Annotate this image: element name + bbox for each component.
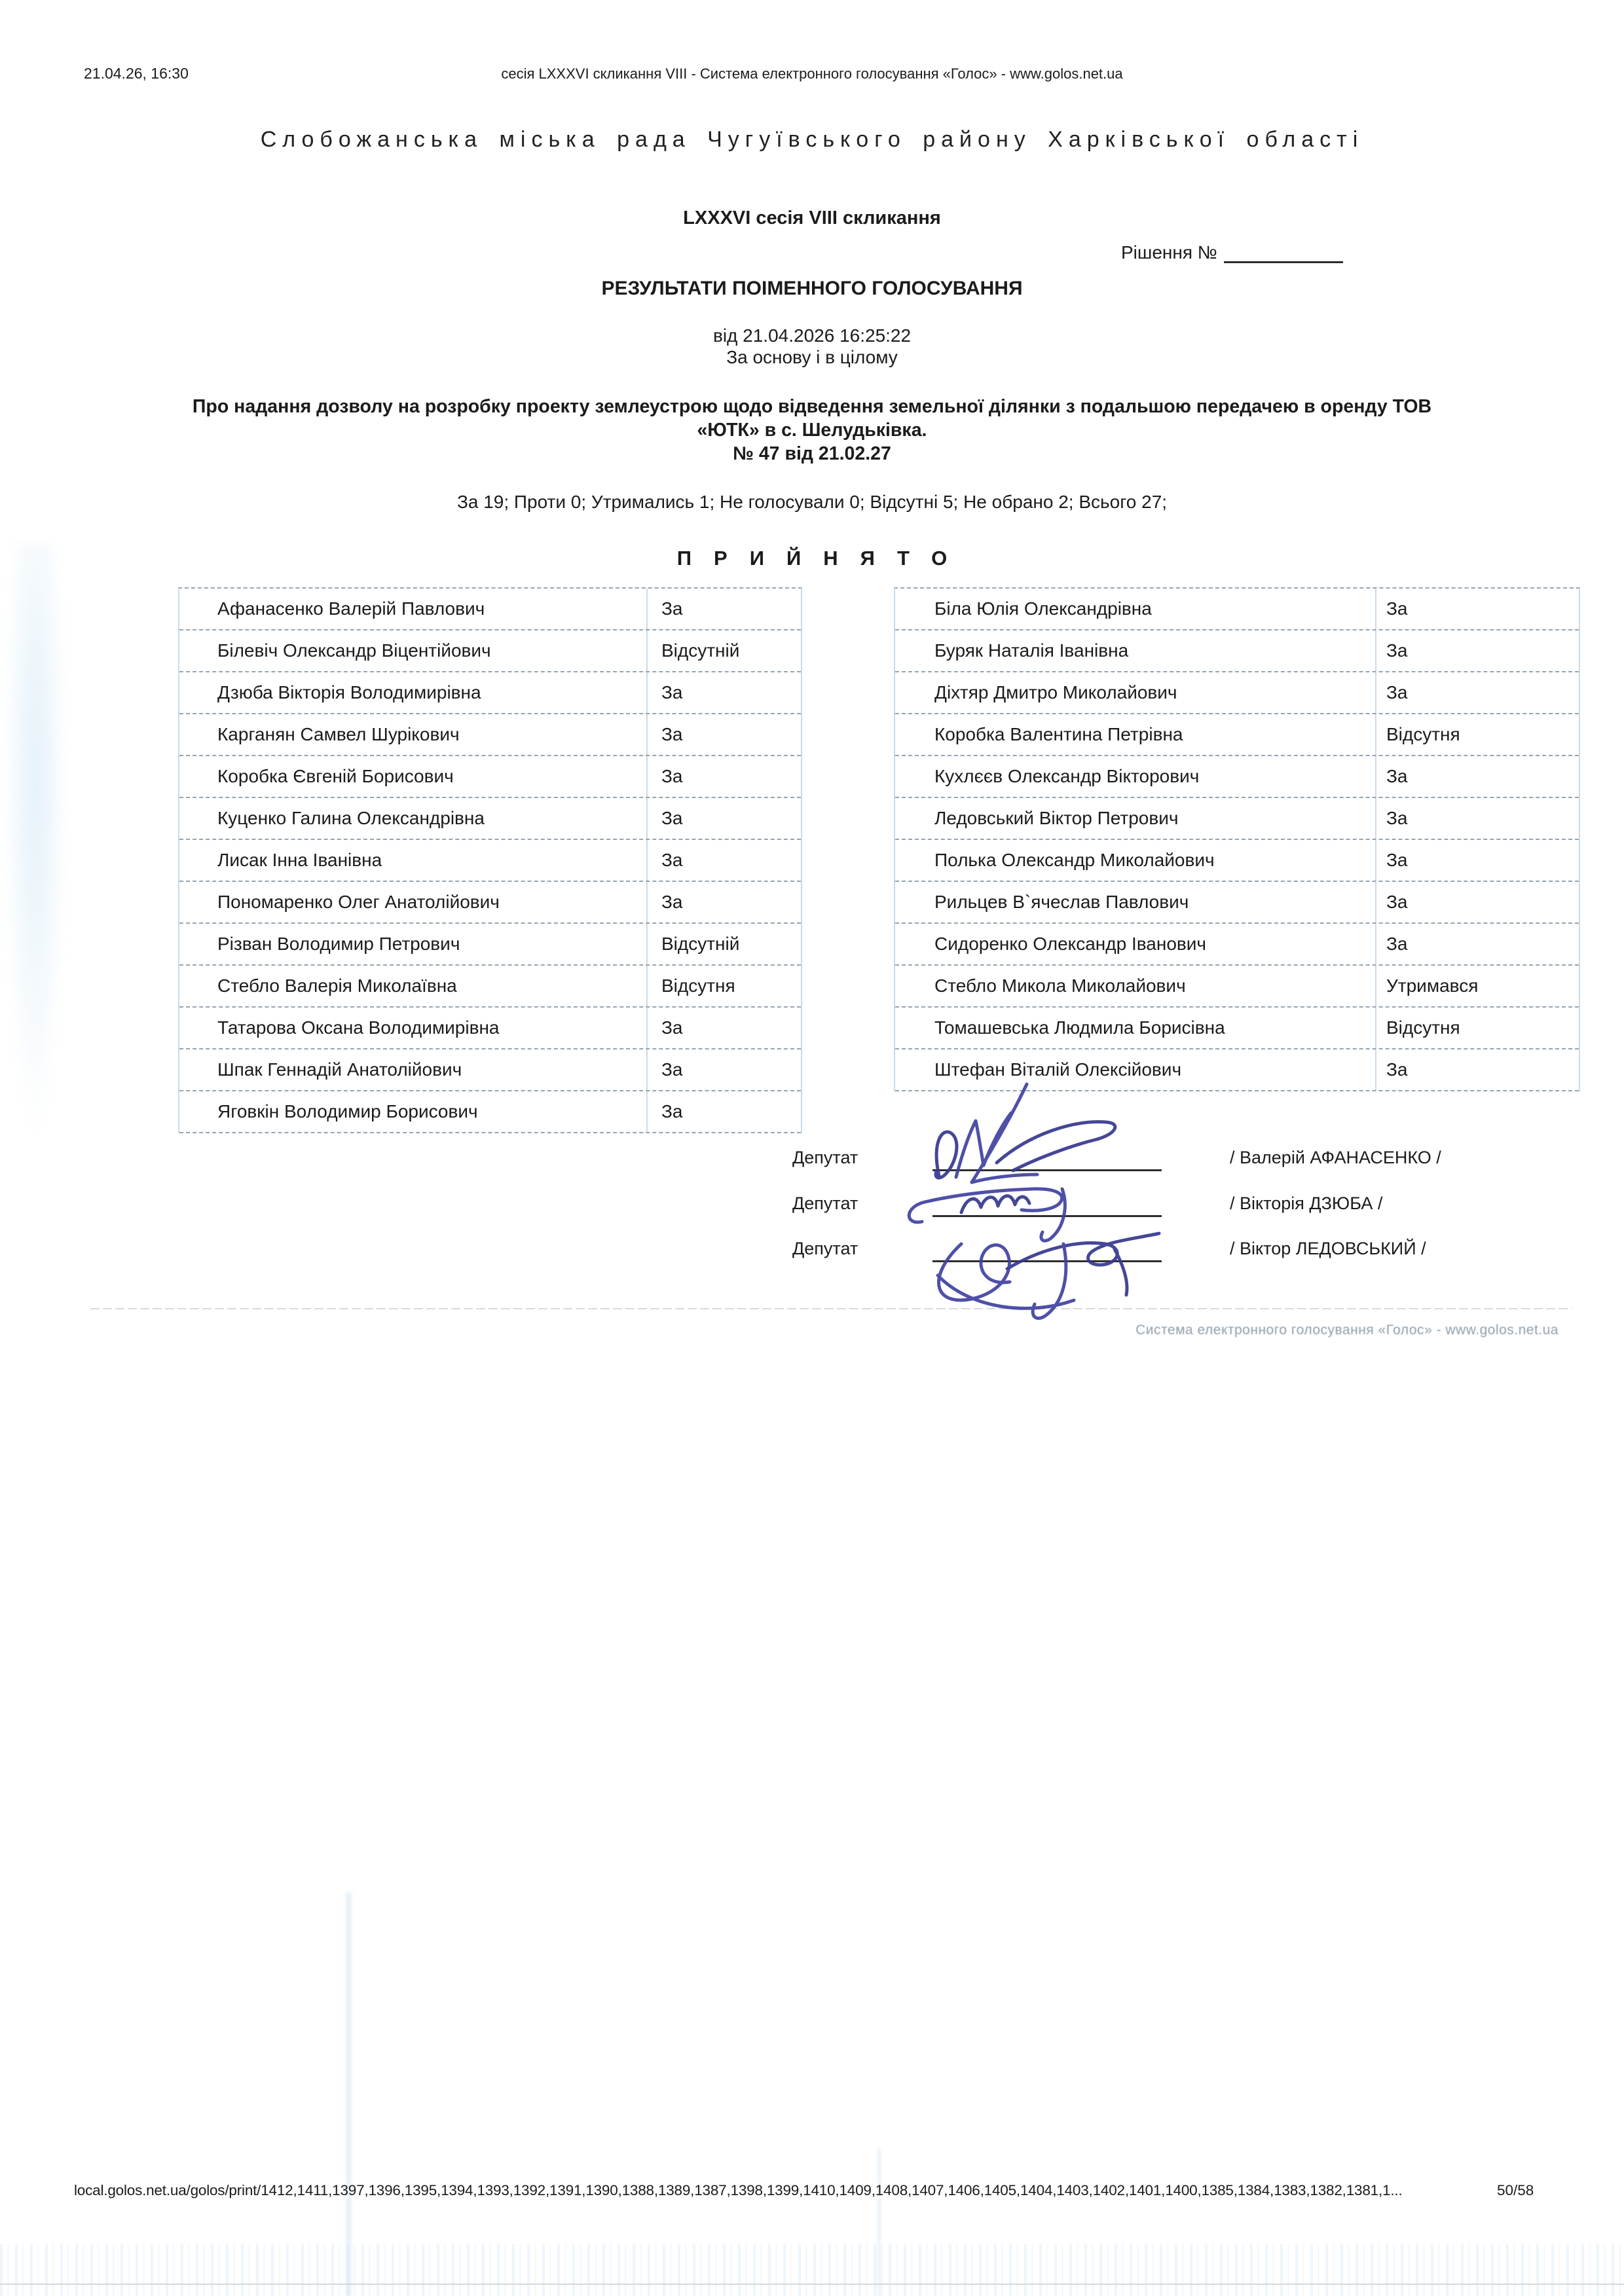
- decision-number-block: [1121, 242, 1343, 263]
- deputy-name: Полька Олександр Миколайович: [895, 840, 1376, 881]
- deputy-vote: За: [1386, 850, 1408, 870]
- deputy-name: Яговкін Володимир Борисович: [179, 1091, 648, 1132]
- footer-url: local.golos.net.ua/golos/print/1412,1411,1397,1396,1395,1394,1393,1392,1391,1390,1388,1389,1387,1398,1399,1410,1409,1408,1407,1406,1405,1404,1403,1402,1401,1400,1385,1384,1383,1382,1381,1...: [74, 2182, 1403, 2198]
- table-row: [895, 672, 1579, 714]
- print-timestamp: 21.04.26, 16:30: [84, 65, 189, 82]
- table-row: [895, 966, 1579, 1008]
- vote-datetime: від 21.04.2026 16:25:22: [712, 325, 912, 346]
- table-row: [179, 840, 801, 882]
- deputy-vote: За: [661, 850, 683, 870]
- deputy-name: Ледовський Віктор Петрович: [895, 798, 1376, 839]
- table-row: [179, 589, 801, 630]
- deputy-vote: За: [661, 598, 683, 619]
- table-row: [895, 589, 1579, 630]
- table-row: [895, 882, 1579, 924]
- table-row: [179, 714, 801, 756]
- deputy-name: Різван Володимир Петрович: [179, 924, 648, 964]
- deputy-vote: За: [661, 808, 683, 828]
- session-line: LXXXVI сесія VIII скликання: [683, 208, 941, 228]
- scan-artifact-bottom-line: [0, 2284, 1624, 2285]
- scan-artifact-streak: [346, 1892, 352, 2296]
- table-row: [179, 924, 801, 966]
- table-row: [179, 630, 801, 672]
- votes-table-left: [178, 587, 802, 1133]
- deputy-vote: Відсутній: [661, 934, 740, 954]
- deputy-name: Стебло Валерія Миколаївна: [179, 966, 648, 1006]
- deputy-vote: За: [1386, 682, 1408, 702]
- subject-line: «ЮТК» в с. Шелудьківка.: [697, 420, 927, 441]
- deputy-vote: За: [1386, 598, 1408, 619]
- deputy-vote: За: [661, 724, 683, 744]
- deputy-vote: За: [1386, 892, 1408, 912]
- deputy-name: Томашевська Людмила Борисівна: [895, 1008, 1376, 1048]
- deputy-vote: Утримався: [1386, 975, 1479, 996]
- subject-number: № 47 від 21.02.27: [733, 443, 891, 464]
- table-row: [895, 798, 1579, 840]
- deputy-vote: Відсутній: [661, 640, 740, 661]
- footer-page-number: 50/58: [1497, 2182, 1534, 2198]
- deputy-vote: За: [1386, 640, 1408, 661]
- vote-outcome: ПРИЙНЯТО: [676, 547, 970, 570]
- deputy-vote: За: [661, 682, 683, 702]
- table-row: [895, 1008, 1579, 1049]
- handwritten-signatures-ink: [898, 1079, 1200, 1334]
- deputy-vote: За: [661, 892, 683, 912]
- deputy-label: Депутат: [792, 1239, 858, 1258]
- deputy-name: Шпак Геннадій Анатолійович: [179, 1049, 648, 1090]
- deputy-vote: За: [1386, 934, 1408, 954]
- deputy-vote: За: [1386, 1059, 1408, 1080]
- system-watermark: Система електронного голосування «Голос» - www.golos.net.ua: [1135, 1322, 1559, 1338]
- deputy-name: Кухлєєв Олександр Вікторович: [895, 756, 1376, 797]
- table-row: [179, 966, 801, 1008]
- signatory-name: / Валерій АФАНАСЕНКО /: [1230, 1148, 1441, 1167]
- signature-row: [0, 1142, 1624, 1171]
- deputy-vote: Відсутня: [1386, 724, 1460, 744]
- deputy-name: Лисак Інна Іванівна: [179, 840, 648, 881]
- table-row: [895, 756, 1579, 798]
- deputy-name: Стебло Микола Миколайович: [895, 966, 1376, 1006]
- deputy-label: Депутат: [792, 1148, 858, 1167]
- deputy-name: Куценко Галина Олександрівна: [179, 798, 648, 839]
- decision-number-label: Рішення №: [1121, 242, 1217, 263]
- deputy-vote: Відсутня: [1386, 1017, 1460, 1038]
- table-row: [179, 1008, 801, 1049]
- deputy-vote: За: [1386, 766, 1408, 786]
- deputy-name: Сидоренко Олександр Іванович: [895, 924, 1376, 964]
- signature-row: [0, 1233, 1624, 1262]
- scan-artifact-bottom-band: [0, 2244, 1624, 2296]
- deputy-name: Татарова Оксана Володимирівна: [179, 1008, 648, 1048]
- report-end-rule: [90, 1308, 1572, 1309]
- deputy-vote: За: [661, 1059, 683, 1080]
- print-header-title: сесія LXXXVI скликання VIII - Система електронного голосування «Голос» - www.golos.net.ua: [501, 65, 1123, 82]
- deputy-name: Пономаренко Олег Анатолійович: [179, 882, 648, 922]
- table-row: [179, 1049, 801, 1091]
- deputy-vote: За: [661, 766, 683, 786]
- signature-row: [0, 1188, 1624, 1217]
- deputy-name: Діхтяр Дмитро Миколайович: [895, 672, 1376, 713]
- table-row: [895, 630, 1579, 672]
- deputy-name: Коробка Валентина Петрівна: [895, 714, 1376, 755]
- votes-table-right: [894, 587, 1580, 1091]
- table-row: [179, 798, 801, 840]
- deputy-name: Біла Юлія Олександрівна: [895, 589, 1376, 629]
- deputy-label: Депутат: [792, 1194, 858, 1213]
- deputy-vote: За: [1386, 808, 1408, 828]
- deputy-name: Афанасенко Валерій Павлович: [179, 589, 648, 629]
- vote-summary: За 19; Проти 0; Утримались 1; Не голосували 0; Відсутні 5; Не обрано 2; Всього 27;: [456, 492, 1168, 512]
- deputy-name: Білевіч Олександр Віцентійович: [179, 630, 648, 671]
- table-row: [179, 672, 801, 714]
- signatory-name: / Віктор ЛЕДОВСЬКИЙ /: [1230, 1239, 1426, 1258]
- deputy-name: Коробка Євгеній Борисович: [179, 756, 648, 797]
- deputy-vote: Відсутня: [661, 975, 735, 996]
- deputy-vote: За: [661, 1101, 683, 1121]
- table-row: [895, 840, 1579, 882]
- table-row: [895, 924, 1579, 966]
- deputy-name: Буряк Наталія Іванівна: [895, 630, 1376, 671]
- scan-artifact-left-streak: [4, 543, 67, 1133]
- signatory-name: / Вікторія ДЗЮБА /: [1230, 1194, 1383, 1213]
- council-title: Слобожанська міська рада Чугуївського району Харківської області: [260, 127, 1364, 152]
- subject-line: Про надання дозволу на розробку проекту землеустрою щодо відведення земельної ділянки з подальшою передачею в оренду ТОВ: [192, 396, 1432, 417]
- table-row: [179, 1091, 801, 1133]
- decision-number-blank-line: [1224, 242, 1343, 263]
- table-row: [179, 756, 801, 798]
- deputy-name: Карганян Самвел Шурікович: [179, 714, 648, 755]
- deputy-name: Рильцев В`ячеслав Павлович: [895, 882, 1376, 922]
- table-row: [179, 882, 801, 924]
- vote-basis: За основу і в цілому: [726, 347, 898, 367]
- deputy-name: Дзюба Вікторія Володимирівна: [179, 672, 648, 713]
- table-row: [895, 714, 1579, 756]
- deputy-vote: За: [661, 1017, 683, 1038]
- deputy-name: Штефан Віталій Олексійович: [895, 1049, 1376, 1090]
- results-title: РЕЗУЛЬТАТИ ПОІМЕННОГО ГОЛОСУВАННЯ: [601, 278, 1023, 299]
